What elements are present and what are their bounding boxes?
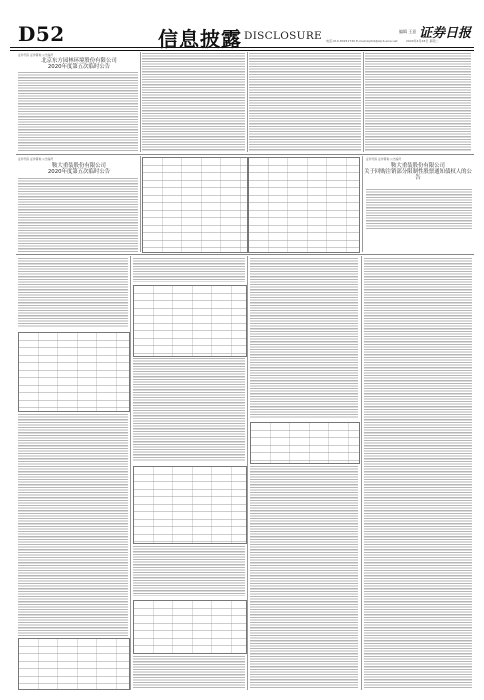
column-divider [140,52,141,152]
announcement-title: 关于回购注销部分限制性股票通知债权人的公告 [364,169,472,182]
section-title-english: DISCLOSURE [244,30,322,42]
column-divider [247,256,248,690]
data-table [133,285,247,357]
column-divider [247,52,248,152]
section-divider [16,154,474,155]
data-table [133,466,247,544]
announcement-body [18,258,128,328]
announcement-body [366,189,472,229]
announcement-body [18,178,138,252]
announcement-company: 鞍大重装股份有限公司 [52,163,106,169]
announcement-company: 鞍大重装股份有限公司 [391,163,445,169]
announcement-body [364,258,472,688]
issue-date: 2020年4月28日 星期二 [406,39,439,43]
newspaper-logo: 证券日报 [419,26,472,41]
announcement-meta: 证券代码 证券简称 公告编号 [366,157,402,161]
announcement-title: 2020年度第五次临时公告 [47,169,111,176]
contact-line: 电话:010-83251730 E-mail:zqrb9@zqrb.sina.net [326,39,398,43]
announcement-body [18,414,128,636]
data-table [133,600,247,654]
announcement-body [133,258,245,282]
announcement-body [133,546,245,596]
announcement-title-block [20,58,138,70]
column-divider [363,52,364,152]
masthead-rule-thin [10,50,474,51]
announcement-meta: 证券代码 证券简称 公告编号 [18,53,54,57]
announcement-body [365,53,471,152]
data-table [18,638,130,690]
page-number: D52 [18,22,65,46]
section-divider [16,254,474,255]
data-table [250,422,360,464]
announcement-company: 北京东方园林环境股份有限公司 [41,58,117,64]
masthead [10,22,474,51]
announcement-body [133,656,245,688]
column-divider [130,256,131,690]
masthead-rule [10,47,474,48]
announcement-title: 2020年度第五次临时公告 [47,64,111,71]
announcement-body [142,53,245,152]
announcement-title-block [20,163,138,175]
announcement-body [249,53,361,152]
column-divider [362,156,363,252]
announcement-body [250,466,358,688]
section-title: 信息披露 [158,27,242,51]
announcement-meta: 证券代码 证券简称 公告编号 [18,157,54,161]
data-table [142,157,248,253]
announcement-title-block [364,163,472,182]
editor-credit: 编辑 王意 [399,29,417,34]
data-table [18,332,130,412]
announcement-body [250,258,358,418]
announcement-body [133,358,245,462]
announcement-body [18,72,138,152]
column-divider [361,256,362,690]
column-divider [140,156,141,252]
data-table [248,157,360,253]
